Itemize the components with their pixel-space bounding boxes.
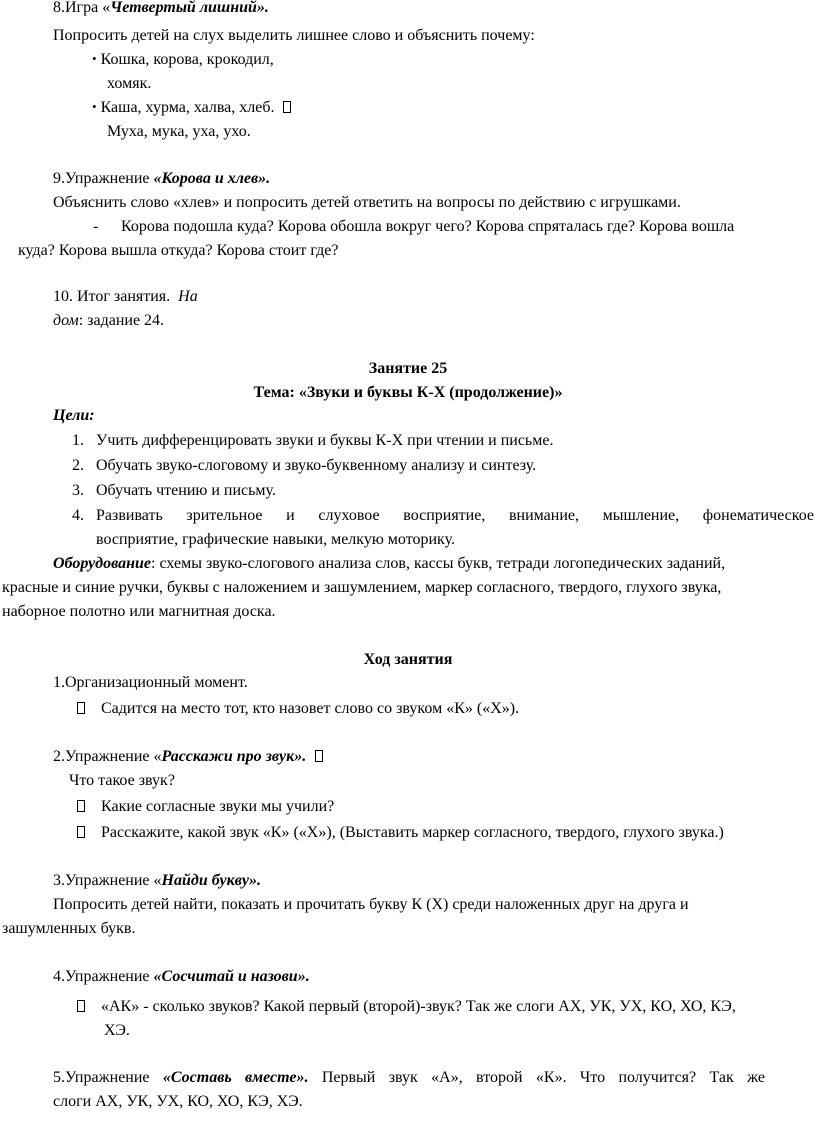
course-heading: Ход занятия: [363, 651, 453, 668]
s5-line1: 5.Упражнение «Составь вместе». Первый звук «А», второй «К». Что получится? Так же: [53, 1069, 766, 1086]
s2-title: 2.Упражнение «Расскажи про звук».: [53, 746, 323, 768]
ex9-question-line1: Корова подошла куда? Корова обошла вокруг чего? Корова спряталась где? Корова вошла: [121, 218, 735, 235]
goals-label: Цели:: [53, 407, 95, 424]
game8-bullet-2-cont: Муха, мука, уха, ухо.: [107, 123, 251, 140]
s3-line1: Попросить детей найти, показать и прочитать букву К (Х) среди наложенных друг на друга и: [53, 896, 689, 913]
game8-title: 8.Игра «Четвертый лишний».: [53, 0, 269, 16]
goal-4-text-cont: восприятие, графические навыки, мелкую моторику.: [96, 531, 455, 548]
goal-3-text: Обучать чтению и письму.: [96, 482, 276, 499]
game8-instruction: Попросить детей на слух выделить лишнее слово и объяснить почему:: [53, 27, 535, 44]
s5-line2: слоги АХ, УК, УХ, КО, ХО, КЭ, ХЭ.: [53, 1093, 303, 1110]
ex10-line2: дом: задание 24.: [53, 312, 165, 329]
equipment-line2: красные и синие ручки, буквы с наложением и зашумлением, маркер согласного, твердого, глухого звука,: [2, 579, 722, 596]
missing-glyph-icon: [315, 750, 323, 762]
bullet-dot-icon: •: [92, 51, 97, 66]
bullet-dot-icon: •: [92, 99, 97, 114]
goal-4-num: 4.: [72, 507, 84, 524]
game8-bullet-1-cont: хомяк.: [107, 75, 152, 92]
ex9-question-line2: куда? Корова вышла откуда? Корова стоит где?: [18, 242, 339, 259]
ex10-line1: 10. Итог занятия. На: [53, 288, 198, 305]
missing-glyph-icon: [77, 1000, 85, 1012]
s4-item: «АК» - сколько звуков? Какой первый (второй)-звук? Так же слоги АХ, УК, УХ, КО, ХО, КЭ,: [77, 996, 736, 1018]
ex9-title: 9.Упражнение «Корова и хлев».: [53, 170, 271, 187]
s4-item-cont: ХЭ.: [104, 1022, 130, 1039]
lesson-topic: Тема: «Звуки и буквы К-Х (продолжение)»: [253, 384, 563, 401]
goal-3-num: 3.: [72, 482, 84, 499]
s2-q2: Расскажите, какой звук «К» («Х»), (Выставить маркер согласного, твердого, глухого звука.): [77, 822, 724, 844]
game8-bullet-1: • Кошка, корова, крокодил,: [92, 51, 274, 68]
s2-q1: Какие согласные звуки мы учили?: [77, 796, 334, 818]
game8-bullet-2: • Каша, хурма, халва, хлеб.: [92, 97, 291, 119]
ex9-instruction: Объяснить слово «хлев» и попросить детей ответить на вопросы по действию с игрушками.: [53, 194, 681, 211]
s3-line2: зашумленных букв.: [2, 920, 136, 937]
missing-glyph-icon: [77, 800, 85, 812]
ex9-dash: -: [93, 218, 99, 235]
s1-title: 1.Организационный момент.: [53, 674, 248, 691]
goal-1-num: 1.: [72, 432, 84, 449]
s4-title: 4.Упражнение «Сосчитай и назови».: [53, 968, 310, 985]
s2-q0: Что такое звук?: [69, 772, 175, 789]
missing-glyph-icon: [283, 101, 291, 113]
equipment-line3: наборное полотно или магнитная доска.: [2, 603, 276, 620]
lesson-heading: Занятие 25: [368, 360, 448, 377]
s1-item: Садится на место тот, кто назовет слово со звуком «К» («Х»).: [77, 698, 519, 720]
goal-2-num: 2.: [72, 457, 84, 474]
missing-glyph-icon: [77, 702, 85, 714]
equipment-line1: Оборудование: схемы звуко-слогового анализа слов, кассы букв, тетради логопедических заданий,: [53, 555, 726, 572]
goal-4-text: Развивать зрительное и слуховое восприятие, внимание, мышление, фонематическое: [96, 507, 814, 524]
missing-glyph-icon: [77, 826, 85, 838]
goal-2-text: Обучать звуко-слоговому и звуко-буквенному анализу и синтезу.: [96, 457, 537, 474]
goal-1-text: Учить дифференцировать звуки и буквы К-Х при чтении и письме.: [96, 432, 554, 449]
s3-title: 3.Упражнение «Найди букву».: [53, 872, 261, 889]
